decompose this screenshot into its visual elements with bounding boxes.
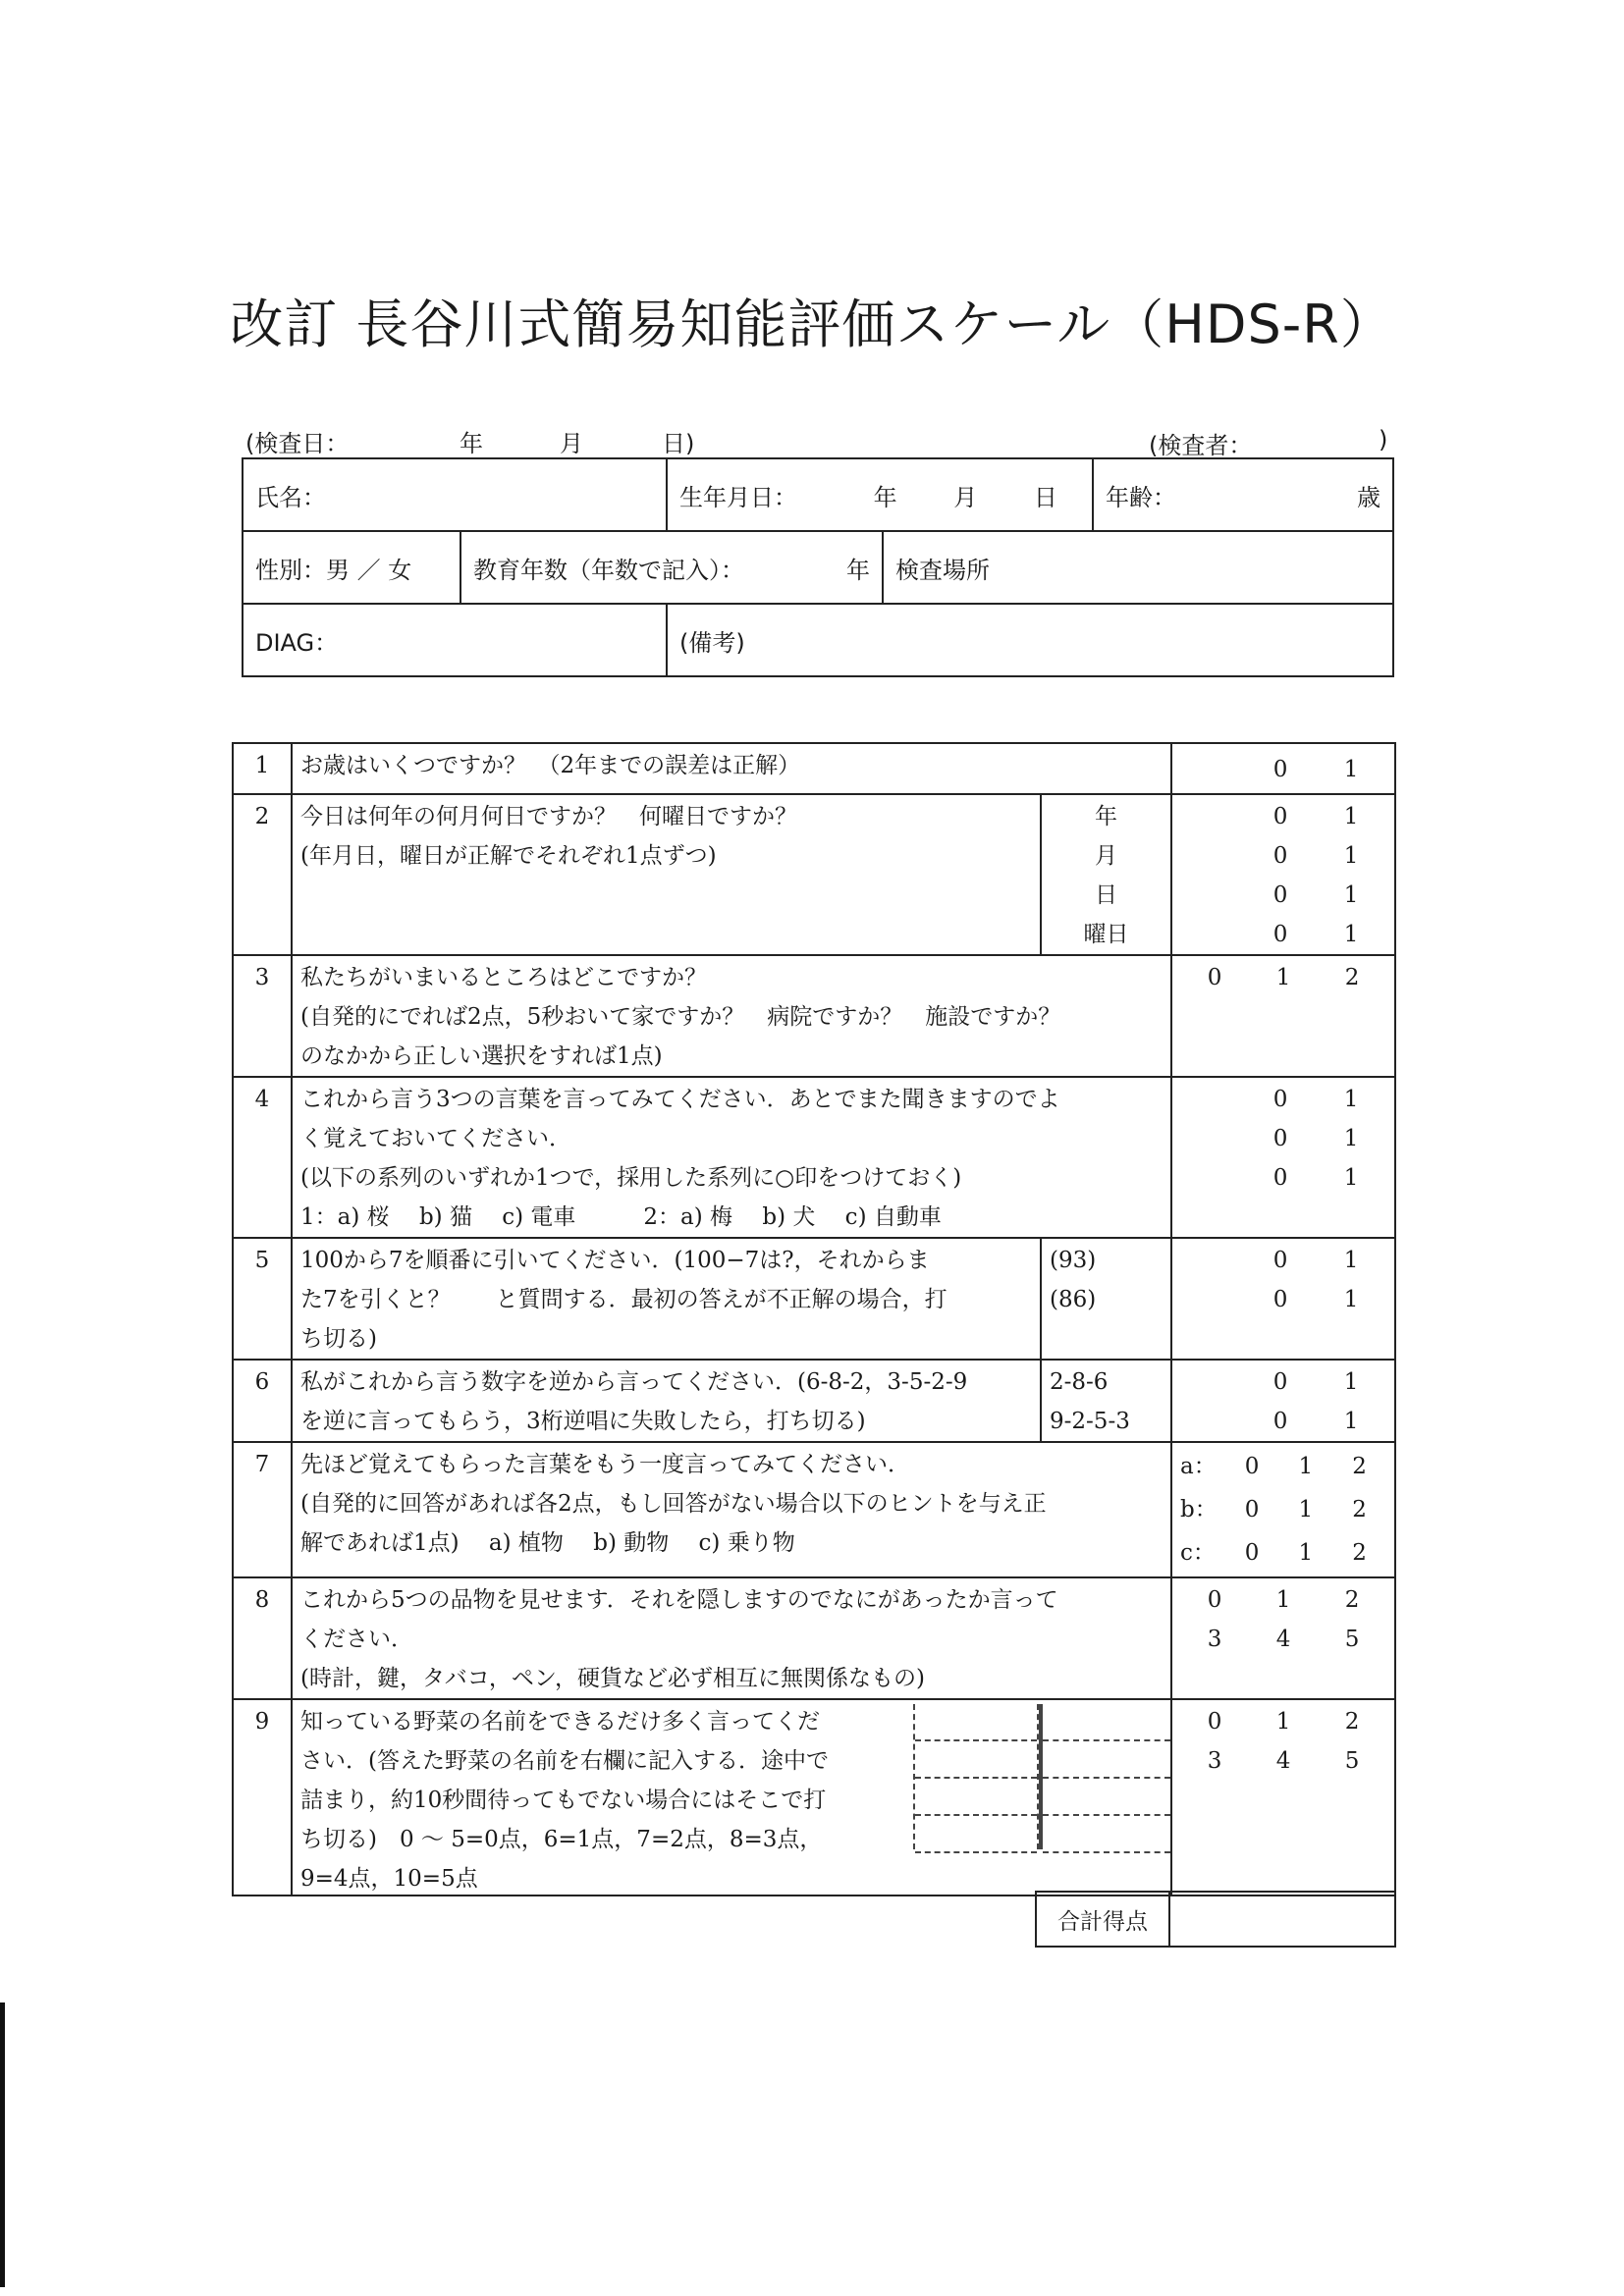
question-row	[233, 1238, 1395, 1360]
score-option: 0	[1244, 1454, 1260, 1479]
question-number: 9	[233, 1699, 292, 1896]
exam-year-label: 年	[460, 430, 483, 457]
score-option: 0	[1272, 1409, 1288, 1434]
score-option: 0	[1272, 1369, 1288, 1395]
vegetable-entry-line[interactable]	[915, 1704, 1037, 1741]
score-option: 0	[1272, 1126, 1288, 1151]
sex-field[interactable]	[243, 531, 460, 604]
question-number: 2	[233, 794, 292, 955]
answer-9253: 9-2-5-3	[1050, 1409, 1130, 1434]
scan-edge-mark	[0, 2002, 5, 2287]
total-score-field[interactable]	[1169, 1892, 1395, 1947]
score-option: 0	[1272, 922, 1288, 947]
question-number: 8	[233, 1577, 292, 1699]
question-number: 3	[233, 955, 292, 1077]
examiner-close: )	[1379, 426, 1388, 454]
remarks-field[interactable]	[667, 604, 1393, 676]
question-row	[233, 1699, 1395, 1896]
score-option: 0	[1272, 1248, 1288, 1273]
exam-date-label: (検査日：	[245, 430, 350, 457]
score-option: 0	[1272, 804, 1288, 829]
score-option: 1	[1343, 757, 1359, 782]
answer-86: (86)	[1050, 1287, 1097, 1312]
birth-label: 生年月日：	[679, 483, 797, 511]
item-year: 年	[1095, 804, 1117, 829]
sex-label: 性別：男 ／ 女	[255, 556, 412, 584]
score-cell[interactable]	[1171, 1442, 1395, 1577]
question-text: 先ほど覚えてもらった言葉をもう一度言ってみてください． (自発的に回答があれば各2点，もし回答がない場合以下のヒントを与え正 解であれば1点) a) 植物 b) 動物 c) 乗り物	[292, 1442, 1171, 1577]
answer-cell	[1041, 1360, 1171, 1442]
score-option: 1	[1275, 965, 1291, 990]
answer-286: 2-8-6	[1050, 1369, 1109, 1395]
question-text: 100から7を順番に引いてください．(100−7は?，それからま た7を引くと？ と質問する．最初の答えが不正解の場合，打 ち切る)	[292, 1238, 1041, 1360]
question-row	[233, 1577, 1395, 1699]
education-field[interactable]	[460, 531, 883, 604]
score-option: 0	[1272, 1087, 1288, 1112]
page-title: 改訂 長谷川式簡易知能評価スケール（HDS-R）	[230, 294, 1394, 355]
score-option: 2	[1344, 965, 1360, 990]
score-option: 1	[1343, 1087, 1359, 1112]
score-option: 2	[1352, 1540, 1367, 1566]
vegetable-entry-area[interactable]	[913, 1700, 1170, 1895]
question-text: 私がこれから言う数字を逆から言ってください．(6-8-2，3-5-2-9 を逆に言ってもらう，3桁逆唱に失敗したら，打ち切る)	[292, 1360, 1041, 1442]
score-option: 1	[1343, 922, 1359, 947]
vegetable-entry-line[interactable]	[1043, 1779, 1170, 1816]
question-text: お歳はいくつですか？ （2年までの誤差は正解）	[292, 743, 1171, 794]
score-cell[interactable]	[1171, 1077, 1395, 1238]
question-number: 4	[233, 1077, 292, 1238]
score-label-b: b：	[1180, 1497, 1218, 1522]
score-option: 1	[1275, 1587, 1291, 1613]
question-text-with-entry: 知っている野菜の名前をできるだけ多く言ってくだ さい．(答えた野菜の名前を右欄に記入する．途中で 詰まり，約10秒間待ってもでない場合にはそこで打 ち切る) 0 〜 5=0点，6=1点，7=2点，8=3点， 9=4点，10=5点	[292, 1699, 1171, 1896]
vegetable-entry-line[interactable]	[1043, 1816, 1170, 1853]
question-number: 5	[233, 1238, 292, 1360]
score-option: 0	[1272, 1287, 1288, 1312]
answer-93: (93)	[1050, 1248, 1097, 1273]
exam-place-label: 検査場所	[895, 556, 990, 584]
examiner-label: (検査者：	[1149, 432, 1253, 459]
score-option: 1	[1343, 882, 1359, 908]
diag-label: DIAG：	[255, 628, 339, 657]
vegetable-entry-line[interactable]	[915, 1779, 1037, 1816]
score-option: 1	[1298, 1497, 1314, 1522]
score-cell[interactable]	[1171, 743, 1395, 794]
score-option: 2	[1344, 1587, 1360, 1613]
score-option: 0	[1244, 1497, 1260, 1522]
exam-month-label: 月	[560, 430, 583, 457]
score-cell[interactable]	[1171, 1238, 1395, 1360]
score-option: 1	[1275, 1709, 1291, 1735]
score-option: 1	[1298, 1454, 1314, 1479]
birth-month: 月	[953, 483, 978, 511]
item-month: 月	[1095, 843, 1117, 869]
score-option: 3	[1207, 1627, 1222, 1652]
score-option: 1	[1343, 1126, 1359, 1151]
score-option: 0	[1207, 1709, 1222, 1735]
diag-field[interactable]	[243, 604, 667, 676]
assessment-table	[232, 742, 1396, 1896]
question-number: 6	[233, 1360, 292, 1442]
score-cell[interactable]	[1171, 1360, 1395, 1442]
question-text: 今日は何年の何月何日ですか？ 何曜日ですか？ (年月日，曜日が正解でそれぞれ1点ずつ)	[292, 794, 1041, 955]
exam-place-field[interactable]	[883, 531, 1393, 604]
score-option: 0	[1272, 1165, 1288, 1191]
question-row	[233, 1077, 1395, 1238]
score-option: 1	[1343, 1369, 1359, 1395]
vegetable-entry-line[interactable]	[915, 1816, 1037, 1853]
age-unit: 歳	[1357, 483, 1381, 511]
question-row	[233, 743, 1395, 794]
score-option: 2	[1344, 1709, 1360, 1735]
age-field[interactable]	[1093, 458, 1393, 531]
question-number: 7	[233, 1442, 292, 1577]
birth-year: 年	[873, 483, 897, 511]
score-option: 4	[1275, 1748, 1291, 1774]
name-label: 氏名：	[255, 483, 326, 511]
score-label-a: a：	[1180, 1454, 1217, 1479]
question-row	[233, 1442, 1395, 1577]
score-option: 0	[1272, 757, 1288, 782]
question-number: 1	[233, 743, 292, 794]
age-label: 年齢：	[1106, 483, 1177, 511]
score-option: 0	[1207, 965, 1222, 990]
score-option: 5	[1344, 1748, 1360, 1774]
score-cell[interactable]	[1171, 1699, 1395, 1896]
question-text: 私たちがいまいるところはどこですか？ (自発的にでれば2点，5秒おいて家ですか？ 病院ですか？ 施設ですか？ のなかから正しい選択をすれば1点)	[292, 955, 1171, 1077]
vegetable-entry-line[interactable]	[1043, 1704, 1170, 1741]
birth-day: 日	[1033, 483, 1057, 511]
patient-info-table	[242, 457, 1394, 677]
item-day: 日	[1095, 882, 1117, 908]
total-score-table	[1035, 1891, 1396, 1948]
date-items	[1041, 794, 1171, 955]
vegetable-entry-line[interactable]	[1043, 1741, 1170, 1779]
score-option: 3	[1207, 1748, 1222, 1774]
score-option: 1	[1343, 1287, 1359, 1312]
question-row	[233, 794, 1395, 955]
score-option: 0	[1207, 1587, 1222, 1613]
score-option: 0	[1272, 882, 1288, 908]
score-option: 1	[1343, 843, 1359, 869]
score-option: 0	[1244, 1540, 1260, 1566]
score-option: 1	[1343, 1409, 1359, 1434]
total-score-label: 合計得点	[1036, 1892, 1169, 1947]
score-option: 5	[1344, 1627, 1360, 1652]
answer-cell	[1041, 1238, 1171, 1360]
item-weekday: 曜日	[1083, 922, 1129, 947]
score-cell[interactable]	[1171, 1577, 1395, 1699]
question-text: これから言う3つの言葉を言ってみてください．あとでまた聞きますのでよ く覚えておいてください． (以下の系列のいずれか1つで，採用した系列に○印をつけておく) 1：a) 桜 b) 猫 c) 電車 2：a) 梅 b) 犬 c) 自動車	[292, 1077, 1171, 1238]
exam-day-label: 日)	[662, 430, 695, 457]
score-label-c: c：	[1180, 1540, 1216, 1566]
score-option: 0	[1272, 843, 1288, 869]
score-option: 4	[1275, 1627, 1291, 1652]
question-row	[233, 1360, 1395, 1442]
name-field[interactable]	[243, 458, 667, 531]
question-text: これから5つの品物を見せます．それを隠しますのでなにがあったか言って ください． (時計，鍵，タバコ，ペン，硬貨など必ず相互に無関係なもの)	[292, 1577, 1171, 1699]
score-cell[interactable]	[1171, 955, 1395, 1077]
remarks-label: (備考)	[679, 628, 745, 657]
score-cell[interactable]	[1171, 794, 1395, 955]
score-option: 1	[1343, 1248, 1359, 1273]
score-option: 1	[1298, 1540, 1314, 1566]
question-row	[233, 955, 1395, 1077]
vegetable-entry-line[interactable]	[915, 1741, 1037, 1779]
score-option: 1	[1343, 1165, 1359, 1191]
score-option: 1	[1343, 804, 1359, 829]
education-unit: 年	[846, 556, 870, 584]
score-option: 2	[1352, 1497, 1367, 1522]
birth-field[interactable]	[667, 458, 1093, 531]
score-option: 2	[1352, 1454, 1367, 1479]
education-label: 教育年数（年数で記入）：	[473, 556, 744, 584]
